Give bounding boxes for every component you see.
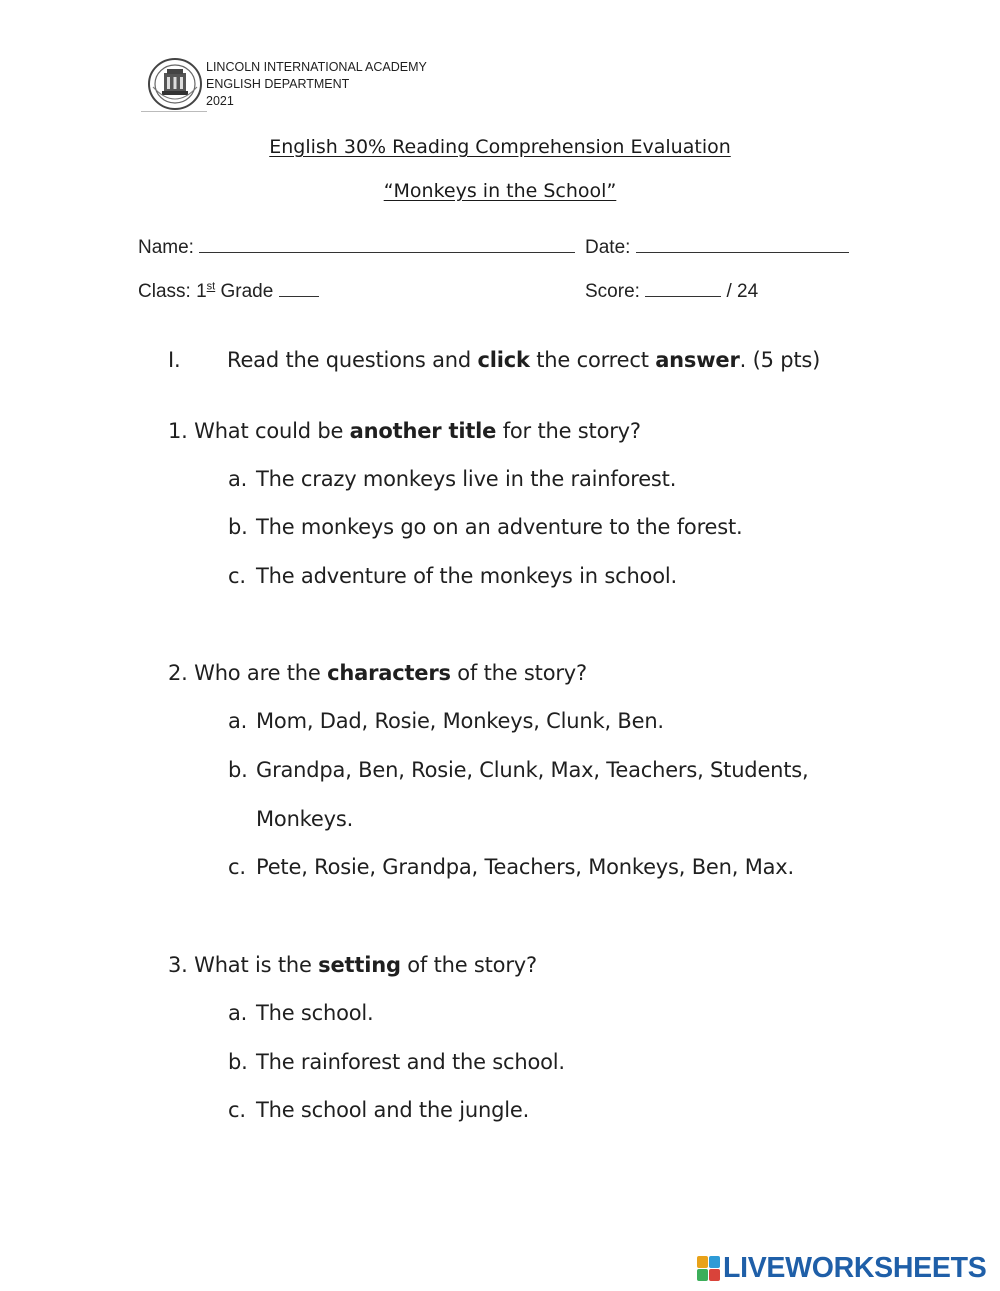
option-letter: c. xyxy=(228,564,246,588)
class-suffix: Grade xyxy=(220,281,274,302)
liveworksheets-brand[interactable]: LIVEWORKSHEETS xyxy=(723,1252,987,1284)
question-text: Who are the xyxy=(194,661,328,685)
option-letter: a. xyxy=(228,1001,248,1025)
date-label: Date: xyxy=(585,237,631,258)
class-label: Class: 1 xyxy=(138,281,207,302)
question-1 xyxy=(168,419,641,443)
question-keyword: characters xyxy=(327,661,451,685)
question-text-end: for the story? xyxy=(496,419,641,443)
answer-option-1b[interactable]: The monkeys go on an adventure to the forest. xyxy=(256,515,743,539)
page-title: English 30% Reading Comprehension Evaluation xyxy=(269,136,731,158)
question-3 xyxy=(168,953,537,977)
name-label: Name: xyxy=(138,237,194,258)
option-letter: a. xyxy=(228,467,248,491)
answer-option-2c[interactable]: Pete, Rosie, Grandpa, Teachers, Monkeys, Ben, Max. xyxy=(256,855,794,879)
answer-option-1a[interactable]: The crazy monkeys live in the rainforest. xyxy=(256,467,677,491)
answer-option-3a[interactable]: The school. xyxy=(256,1001,374,1025)
question-keyword: another title xyxy=(349,419,497,443)
instruction-bold-click: click xyxy=(477,348,530,372)
class-input-line[interactable] xyxy=(279,278,319,297)
date-field xyxy=(585,234,849,259)
answer-option-1c[interactable]: The adventure of the monkeys in school. xyxy=(256,564,677,588)
answer-option-2b[interactable]: Grandpa, Ben, Rosie, Clunk, Max, Teachers, Students, xyxy=(256,758,809,782)
question-text: What is the xyxy=(194,953,319,977)
question-text-end: of the story? xyxy=(400,953,537,977)
school-name: LINCOLN INTERNATIONAL ACADEMY xyxy=(206,60,427,74)
name-field xyxy=(138,234,575,259)
department-name: ENGLISH DEPARTMENT xyxy=(206,77,350,91)
score-input-line[interactable] xyxy=(645,278,721,297)
option-letter: b. xyxy=(228,1050,248,1074)
question-text-end: of the story? xyxy=(450,661,587,685)
answer-option-3c[interactable]: The school and the jungle. xyxy=(256,1098,530,1122)
name-input-line[interactable] xyxy=(199,234,575,253)
section-instruction xyxy=(227,348,820,372)
question-2 xyxy=(168,661,587,685)
instruction-bold-answer: answer xyxy=(655,348,740,372)
option-letter: a. xyxy=(228,709,248,733)
instruction-text-mid: the correct xyxy=(529,348,656,372)
school-year: 2021 xyxy=(206,94,234,108)
score-field xyxy=(585,278,758,303)
option-letter: c. xyxy=(228,855,246,879)
question-text: What could be xyxy=(194,419,350,443)
option-letter: b. xyxy=(228,758,248,782)
school-header xyxy=(206,59,427,110)
score-label: Score: xyxy=(585,281,640,302)
question-number: 2. xyxy=(168,661,188,685)
instruction-text: Read the questions and xyxy=(227,348,478,372)
section-number: I. xyxy=(168,348,181,372)
score-total: / 24 xyxy=(726,281,759,302)
instruction-text-end: . (5 pts) xyxy=(739,348,821,372)
option-letter: b. xyxy=(228,515,248,539)
answer-option-2a[interactable]: Mom, Dad, Rosie, Monkeys, Clunk, Ben. xyxy=(256,709,664,733)
question-number: 1. xyxy=(168,419,188,443)
logo-underline xyxy=(141,111,207,112)
answer-option-3b[interactable]: The rainforest and the school. xyxy=(256,1050,565,1074)
story-title: “Monkeys in the School” xyxy=(383,180,617,202)
option-letter: c. xyxy=(228,1098,246,1122)
answer-option-2b-continued[interactable]: Monkeys. xyxy=(256,807,354,831)
class-ordinal: st xyxy=(206,280,216,293)
class-field xyxy=(138,278,319,303)
liveworksheets-logo-icon xyxy=(697,1256,721,1282)
date-input-line[interactable] xyxy=(636,234,849,253)
question-number: 3. xyxy=(168,953,188,977)
school-crest-icon xyxy=(147,57,203,111)
question-keyword: setting xyxy=(318,953,401,977)
